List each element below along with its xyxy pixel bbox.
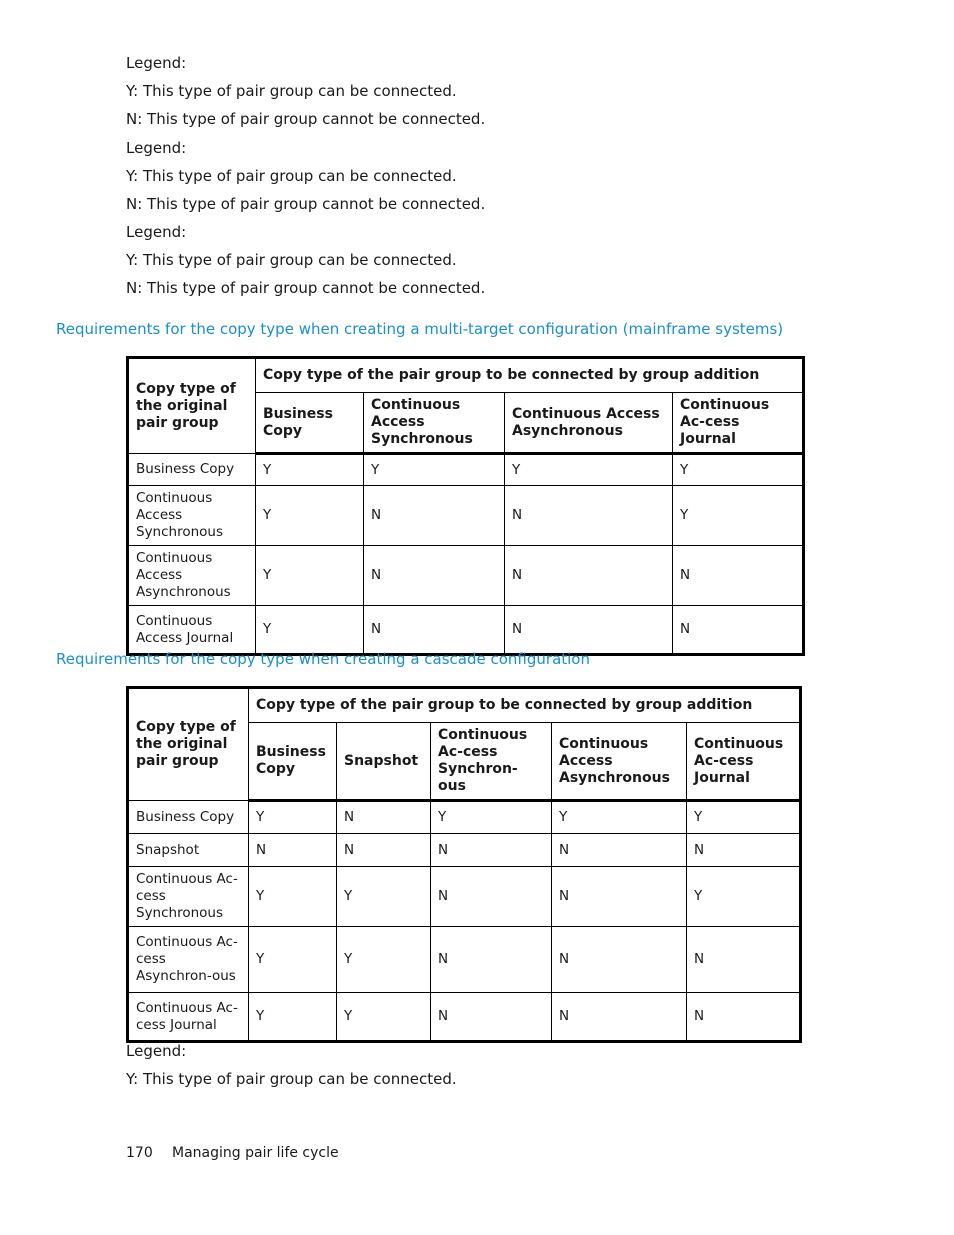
cell: Y bbox=[337, 867, 431, 927]
cell: Y bbox=[256, 606, 364, 655]
group-header: Copy type of the pair group to be connected by group addition bbox=[256, 358, 804, 393]
row-header: Copy type of the original pair group bbox=[128, 358, 256, 454]
legend-title: Legend: bbox=[126, 54, 187, 72]
row-label: Continuous Access Synchronous bbox=[128, 486, 256, 546]
legend-no: N: This type of pair group cannot be connected. bbox=[126, 195, 486, 213]
table-row bbox=[128, 486, 804, 546]
row-label: Snapshot bbox=[128, 834, 249, 867]
legend-yes: Y: This type of pair group can be connected. bbox=[126, 167, 457, 185]
cell: N bbox=[431, 927, 552, 993]
table1-heading[interactable]: Requirements for the copy type when creating a multi-target configuration (mainframe systems) bbox=[56, 320, 784, 338]
cell: N bbox=[337, 801, 431, 834]
table-row bbox=[128, 993, 801, 1042]
column-header: Continuous Ac-cess Journal bbox=[673, 393, 804, 454]
column-header: Continuous Access Asynchronous bbox=[552, 723, 687, 801]
row-label: Continuous Access Asynchronous bbox=[128, 546, 256, 606]
column-header: Business Copy bbox=[256, 393, 364, 454]
table-row bbox=[128, 801, 801, 834]
row-label: Business Copy bbox=[128, 454, 256, 486]
cell: N bbox=[431, 993, 552, 1042]
cell: Y bbox=[673, 454, 804, 486]
legend-yes: Y: This type of pair group can be connected. bbox=[126, 82, 457, 100]
row-label: Continuous Ac-cess Asynchron-ous bbox=[128, 927, 249, 993]
cell: Y bbox=[687, 867, 801, 927]
cell: N bbox=[364, 486, 505, 546]
table-row bbox=[128, 834, 801, 867]
row-label: Continuous Access Journal bbox=[128, 606, 256, 655]
column-header: Continuous Access Synchronous bbox=[364, 393, 505, 454]
column-header: Snapshot bbox=[337, 723, 431, 801]
cell: N bbox=[687, 927, 801, 993]
cell: N bbox=[364, 606, 505, 655]
cell: Y bbox=[249, 927, 337, 993]
cell: Y bbox=[249, 801, 337, 834]
cell: Y bbox=[249, 867, 337, 927]
cell: N bbox=[505, 606, 673, 655]
cell: N bbox=[552, 927, 687, 993]
multi-target-table bbox=[126, 356, 805, 656]
cell: Y bbox=[505, 454, 673, 486]
cell: N bbox=[552, 834, 687, 867]
column-header: Continuous Access Asynchronous bbox=[505, 393, 673, 454]
cell: Y bbox=[256, 454, 364, 486]
table-row bbox=[128, 546, 804, 606]
legend-no: N: This type of pair group cannot be connected. bbox=[126, 110, 486, 128]
cell: N bbox=[249, 834, 337, 867]
cell: Y bbox=[249, 993, 337, 1042]
cell: Y bbox=[337, 927, 431, 993]
column-header: Business Copy bbox=[249, 723, 337, 801]
row-header: Copy type of the original pair group bbox=[128, 688, 249, 801]
column-header: Continuous Ac-cess Synchron-ous bbox=[431, 723, 552, 801]
table2-heading[interactable]: Requirements for the copy type when creating a cascade configuration bbox=[56, 650, 590, 668]
cell: N bbox=[431, 834, 552, 867]
page-number: 170 bbox=[126, 1145, 153, 1161]
legend-no: N: This type of pair group cannot be connected. bbox=[126, 279, 486, 297]
table-row bbox=[128, 927, 801, 993]
legend-title: Legend: bbox=[126, 1042, 187, 1060]
cell: N bbox=[552, 993, 687, 1042]
legend-yes: Y: This type of pair group can be connected. bbox=[126, 251, 457, 269]
cell: N bbox=[673, 606, 804, 655]
cell: N bbox=[552, 867, 687, 927]
row-label: Business Copy bbox=[128, 801, 249, 834]
section-title: Managing pair life cycle bbox=[172, 1145, 339, 1161]
legend-title: Legend: bbox=[126, 223, 187, 241]
cell: Y bbox=[673, 486, 804, 546]
cell: Y bbox=[337, 993, 431, 1042]
cascade-table bbox=[126, 686, 802, 1043]
column-header: Continuous Ac-cess Journal bbox=[687, 723, 801, 801]
table-row bbox=[128, 454, 804, 486]
cell: Y bbox=[431, 801, 552, 834]
cell: N bbox=[687, 993, 801, 1042]
cell: N bbox=[505, 486, 673, 546]
row-label: Continuous Ac-cess Journal bbox=[128, 993, 249, 1042]
row-label: Continuous Ac-cess Synchronous bbox=[128, 867, 249, 927]
group-header: Copy type of the pair group to be connected by group addition bbox=[249, 688, 801, 723]
page-footer bbox=[126, 1145, 339, 1161]
cell: N bbox=[364, 546, 505, 606]
cell: N bbox=[687, 834, 801, 867]
cell: Y bbox=[256, 486, 364, 546]
cell: Y bbox=[687, 801, 801, 834]
table-row bbox=[128, 606, 804, 655]
cell: N bbox=[431, 867, 552, 927]
legend-yes: Y: This type of pair group can be connected. bbox=[126, 1070, 457, 1088]
cell: N bbox=[505, 546, 673, 606]
cell: N bbox=[673, 546, 804, 606]
cell: Y bbox=[364, 454, 505, 486]
legend-title: Legend: bbox=[126, 139, 187, 157]
table-row bbox=[128, 867, 801, 927]
cell: N bbox=[337, 834, 431, 867]
cell: Y bbox=[256, 546, 364, 606]
cell: Y bbox=[552, 801, 687, 834]
